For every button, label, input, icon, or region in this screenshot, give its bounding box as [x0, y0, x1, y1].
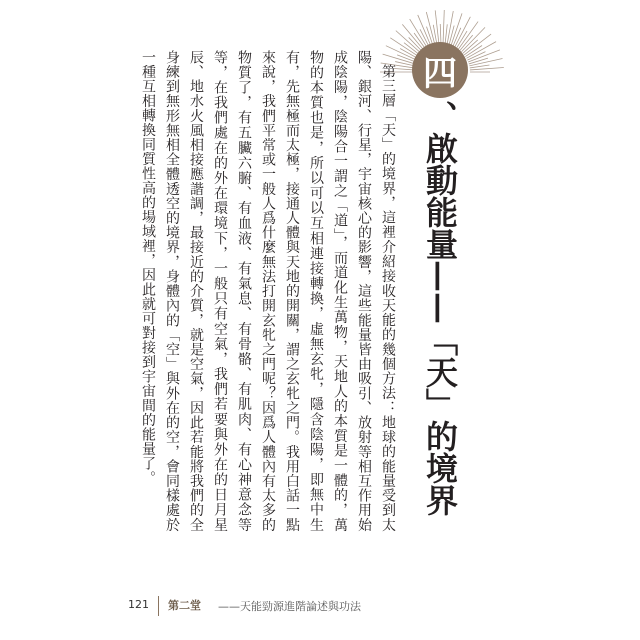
- footer-divider: [158, 596, 159, 616]
- page-number: 121: [128, 598, 149, 611]
- section-title-text: 、啟動能量——「天」的境界: [421, 100, 459, 516]
- sun-ray: [443, 10, 444, 44]
- section-number-badge: 四: [412, 42, 468, 98]
- section-title: [412, 42, 468, 516]
- chapter-label: 第二堂: [168, 599, 201, 612]
- page-footer: [128, 596, 508, 616]
- body-paragraph: 第三層「天」的境界，這裡介紹接收天能的幾個方法：地球的能量受到太陽、銀河、行星，宇宙核心的影響，這些能量皆由吸引、放射等相互作用始成陰陽，陰陽合一謂之「道」，而道化生萬物，天地人的本質是一體的，萬物的本質也是，所以可以互相連接轉換，虛無玄牝，隱含陰陽，即無中生有，先無極而太極，接通人體與天地的開關，謂之玄牝之門。我用白話一點來說，我們平常或一般人爲什麼無法打開玄牝之門呢？因爲人體內有太多的物質了，有五臟六腑、有血液、有氣息、有骨骼、有肌肉、有心神意念等等，在我們處在的外在環境下，一般只有空氣，我們若要與外在的日月星辰、地水火風相接應諧調，最接近的介質，就是空氣，因此若能將我們的全身練到無形無相全體透空的境界，身體內的「空」與外在的空，會同樣處於一種互相轉換同質性高的場域裡，因此就可對接到宇宙間的能量了。: [140, 50, 396, 532]
- sun-ray: [470, 67, 504, 69]
- chapter-title: ——天能勁源進階論述與功法: [218, 600, 361, 613]
- body-text: [136, 50, 400, 532]
